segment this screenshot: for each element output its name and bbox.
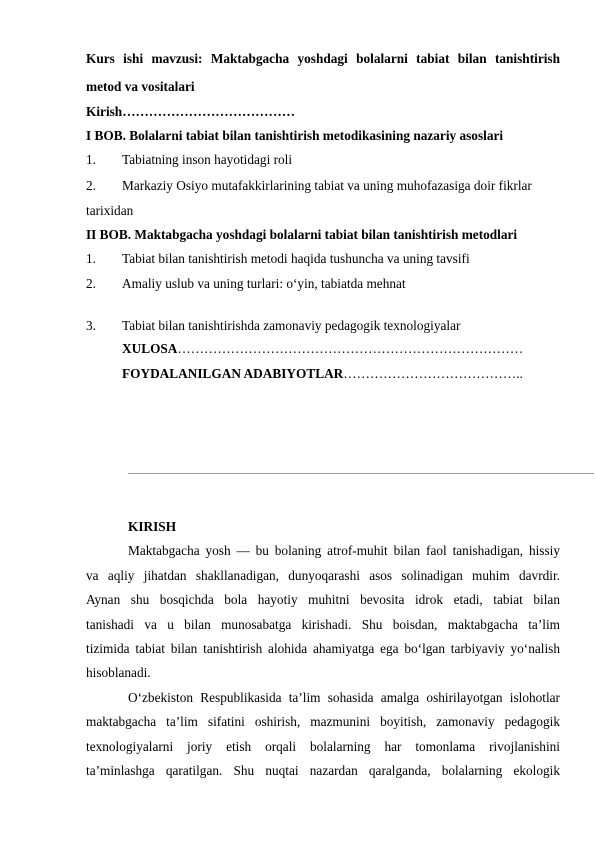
toc-ch1-item-2-continuation: tarixidan xyxy=(86,203,134,218)
para2-line-3: texnologiyalarni joriy etish orqali bolalarning har tomonlama rivojlanishini xyxy=(86,739,560,754)
para1-line-2: va aqliy jihatdan shakllanadigan, dunyoqarashi asos solinadigan muhim davrdir. xyxy=(86,568,560,583)
section-divider xyxy=(128,473,594,474)
para1-line-5: tizimida tabiat bilan tanishtirish alohida ahamiyatga ega bo‘lgan tarbiyaviy yo‘nalish xyxy=(86,641,560,656)
topic-title-line-2: metod va vositalari xyxy=(86,79,195,94)
toc-chapter-2: II BOB. Maktabgacha yoshdagi bolalarni tabiat bilan tanishtirish metodlari xyxy=(86,227,518,242)
toc-conclusion xyxy=(122,341,523,357)
toc-item-number: 1. xyxy=(86,251,96,266)
toc-chapter-1: I BOB. Bolalarni tabiat bilan tanishtirish metodikasining nazariy asoslari xyxy=(86,128,504,143)
toc-intro: Kirish………………………………… xyxy=(86,104,296,119)
para2-line-4: ta’minlashga qaratilgan. Shu nuqtai nazardan qaralganda, bolalarning ekologik xyxy=(86,763,560,778)
toc-references-label: FOYDALANILGAN ADABIYOTLAR xyxy=(122,366,344,381)
para1-line-4: tanishadi va u bilan munosabatga kirishadi. Shu boisdan, maktabgacha ta’lim xyxy=(86,617,560,632)
section-heading: KIRISH xyxy=(128,519,177,534)
para2-line-2: maktabgacha ta’lim sifatini oshirish, mazmunini boyitish, zamonaviy pedagogik xyxy=(86,714,560,729)
para1-line-3: Aynan shu bosqichda bola hayotiy muhitni bevosita idrok etadi, tabiat bilan xyxy=(86,592,560,607)
toc-conclusion-label: XULOSA xyxy=(122,341,178,356)
toc-item-number: 2. xyxy=(86,276,96,291)
toc-item-text: Markaziy Osiyo mutafakkirlarining tabiat va uning muhofazasiga doir fikrlar xyxy=(122,178,532,193)
toc-item-text: Tabiatning inson hayotidagi roli xyxy=(122,152,293,167)
para1-line-1: Maktabgacha yosh — bu bolaning atrof-muhit bilan faol tanishadigan, hissiy xyxy=(128,543,560,558)
toc-item-text: Tabiat bilan tanishtirishda zamonaviy pedagogik texnologiyalar xyxy=(122,318,461,333)
toc-item-text: Tabiat bilan tanishtirish metodi haqida tushuncha va uning tavsifi xyxy=(122,251,470,266)
toc-references xyxy=(122,366,523,382)
toc-conclusion-dots: …………………………………………………………………… xyxy=(177,341,524,356)
toc-item-text: Amaliy uslub va uning turlari: o‘yin, tabiatda mehnat xyxy=(122,276,406,291)
topic-title-line-1: Kurs ishi mavzusi: Maktabgacha yoshdagi bolalarni tabiat bilan tanishtirish xyxy=(86,51,560,66)
para2-line-1: O‘zbekiston Respublikasida ta’lim sohasida amalga oshirilayotgan islohotlar xyxy=(128,690,560,705)
toc-item-number: 3. xyxy=(86,318,96,333)
toc-item-number: 2. xyxy=(86,178,96,193)
toc-item-number: 1. xyxy=(86,152,96,167)
para1-line-6: hisoblanadi. xyxy=(86,665,151,680)
toc-references-dots: ………………………………….. xyxy=(343,366,523,381)
